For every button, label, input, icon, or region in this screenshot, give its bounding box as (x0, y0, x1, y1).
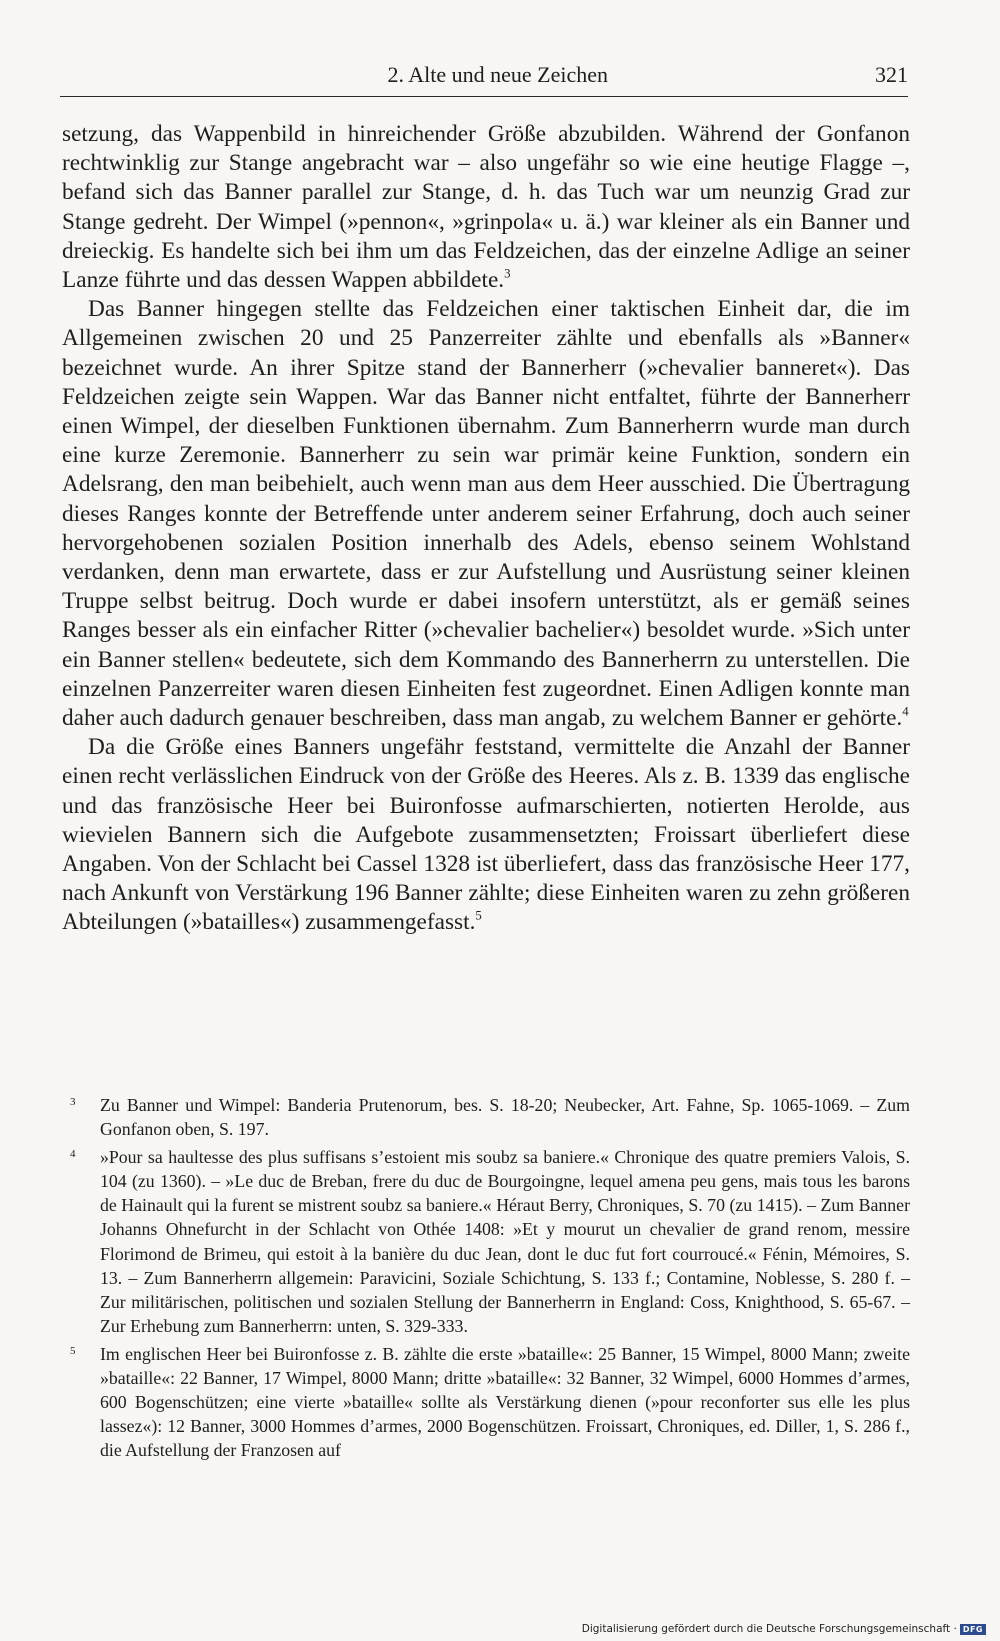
paragraph-1-text: setzung, das Wappenbild in hinreichender Größe abzubilden. Während der Gonfanon rechtwinklig zur Stange angebracht war – also ungefähr so wie eine heutige Flagge –, befand sich das Banner parallel zur Stange, d. h. das Tuch war um neunzig Grad zur Stange gedreht. Der Wimpel (»pennon«, »grinpola« u. ä.) war kleiner als ein Banner und dreieckig. Es handelte sich bei ihm um das Feldzeichen, das der einzelne Adlige an seiner Lanze führte und das dessen Wappen abbildete. (62, 121, 910, 294)
chapter-title: 2. Alte und neue Zeichen (387, 62, 608, 87)
paragraph-3 (62, 733, 910, 937)
footnote-text: »Pour sa haultesse des plus suffisans s’estoient mis soubz sa baniere.« Chronique des quatre premiers Valois, S. 104 (zu 1360). – »Le duc de Breban, frere du duc de Bourgoingne, lequel amena peu gens, mais tous les barons de Hainault qui la furent se mistrent soubz sa baniere.« Héraut Berry, Chroniques, S. 70 (zu 1415). – Zum Banner Johanns Ohnefurcht in der Schlacht von Othée 1408: »Et y mourut un chevalier de grand renom, messire Florimond de Brimeu, qui estoit à la banière du duc Jean, dont le duc fut fort courroucé.« Fénin, Mémoires, S. 13. – Zum Bannerherrn allgemein: Paravicini, Soziale Schichtung, S. 133 f.; Contamine, Noblesse, S. 280 f. – Zur militärischen, politischen und sozialen Stellung der Bannerherrn in England: Coss, Knighthood, S. 65-67. – Zur Erhebung zum Bannerherrn: unten, S. 329-333. (100, 1147, 910, 1336)
footnote-4 (62, 1145, 910, 1338)
footnote-text: Zu Banner und Wimpel: Banderia Prutenorum, bes. S. 18-20; Neubecker, Art. Fahne, Sp. 1065-1069. – Zum Gonfanon oben, S. 197. (100, 1095, 910, 1140)
paragraph-3-text: Da die Größe eines Banners ungefähr feststand, vermittelte die Anzahl der Banner einen recht verlässlichen Eindruck von der Größe des Heeres. Als z. B. 1339 das englische und das französische Heer bei Buironfosse aufmarschierten, notierten Herolde, aus wievielen Bannern sich die Aufgebote zusammensetzten; Froissart überliefert diese Angaben. Von der Schlacht bei Cassel 1328 ist überliefert, dass das französische Heer 177, nach Ankunft von Verstärkung 196 Banner zählte; diese Einheiten waren zu zehn größeren Abteilungen (»batailles«) zusammengefasst. (62, 734, 910, 936)
footnote-number: 4 (70, 1148, 76, 1161)
page-number: 321 (875, 62, 908, 87)
footnote-5 (62, 1342, 910, 1462)
digitization-footer (582, 1623, 986, 1635)
footnote-number: 5 (70, 1344, 76, 1357)
paragraph-2-text: Das Banner hingegen stellte das Feldzeichen einer taktischen Einheit dar, die im Allgemeinen zwischen 20 und 25 Panzerreiter zählte und ebenfalls als »Banner« bezeichnet wurde. An ihrer Spitze stand der Bannerherr (»chevalier banneret«). Das Feldzeichen zeigte sein Wappen. War das Banner nicht entfaltet, führte der Bannerherr einen Wimpel, der dieselben Funktionen übernahm. Zum Bannerherrn wurde man durch eine kurze Zeremonie. Bannerherr zu sein war primär keine Funktion, sondern ein Adelsrang, den man beibehielt, auch wenn man aus dem Heer ausschied. Die Übertragung dieses Ranges konnte der Betreffende unter anderem seiner Erfahrung, doch auch seiner hervorgehobenen sozialen Position innerhalb des Adels, ebenso seinem Wohlstand verdanken, denn man erwartete, dass er zur Aufstellung und Ausrüstung seiner kleinen Truppe selbst beitrug. Doch wurde er dabei insofern unterstützt, als er gemäß seines Ranges besser als ein einfacher Ritter (»chevalier bachelier«) besoldet wurde. »Sich unter ein Banner stellen« bedeutete, sich dem Kommando des Bannerherrn zu unterstellen. Die einzelnen Panzerreiter waren diesen Einheiten fest zugeordnet. Einen Adligen konnte man daher auch dadurch genauer beschreiben, dass man angab, zu welchem Banner er gehörte. (62, 296, 910, 732)
footnote-number: 3 (70, 1096, 76, 1108)
footnote-3 (62, 1093, 910, 1141)
footer-text: Digitalisierung gefördert durch die Deutsche Forschungsgemeinschaft · (581, 1623, 957, 1635)
footnote-text: Im englischen Heer bei Buironfosse z. B. zählte die erste »bataille«: 25 Banner, 15 Wimpel, 8000 Mann; zweite »bataille«: 22 Banner, 17 Wimpel, 8000 Mann; dritte »bataille«: 32 Banner, 32 Wimpel, 6000 Hommes d’armes, 600 Bogenschützen; eine vierte »bataille« sollte als Verstärkung dienen (»pour reconforter sus elle les plus lassez«): 12 Banner, 3000 Hommes d’armes, 2000 Bogenschützen. Froissart, Chroniques, ed. Diller, 1, S. 286 f., die Aufstellung der Franzosen auf (100, 1343, 910, 1461)
footnotes (62, 1093, 910, 1466)
footnote-ref-5: 5 (475, 908, 482, 923)
paragraph-2 (62, 295, 910, 733)
dfg-logo-icon: DFG (960, 1624, 986, 1635)
paragraph-1 (62, 120, 910, 295)
running-header (60, 60, 908, 97)
footnote-ref-3: 3 (504, 266, 511, 281)
footnote-ref-4: 4 (902, 704, 909, 719)
main-text (62, 120, 910, 938)
